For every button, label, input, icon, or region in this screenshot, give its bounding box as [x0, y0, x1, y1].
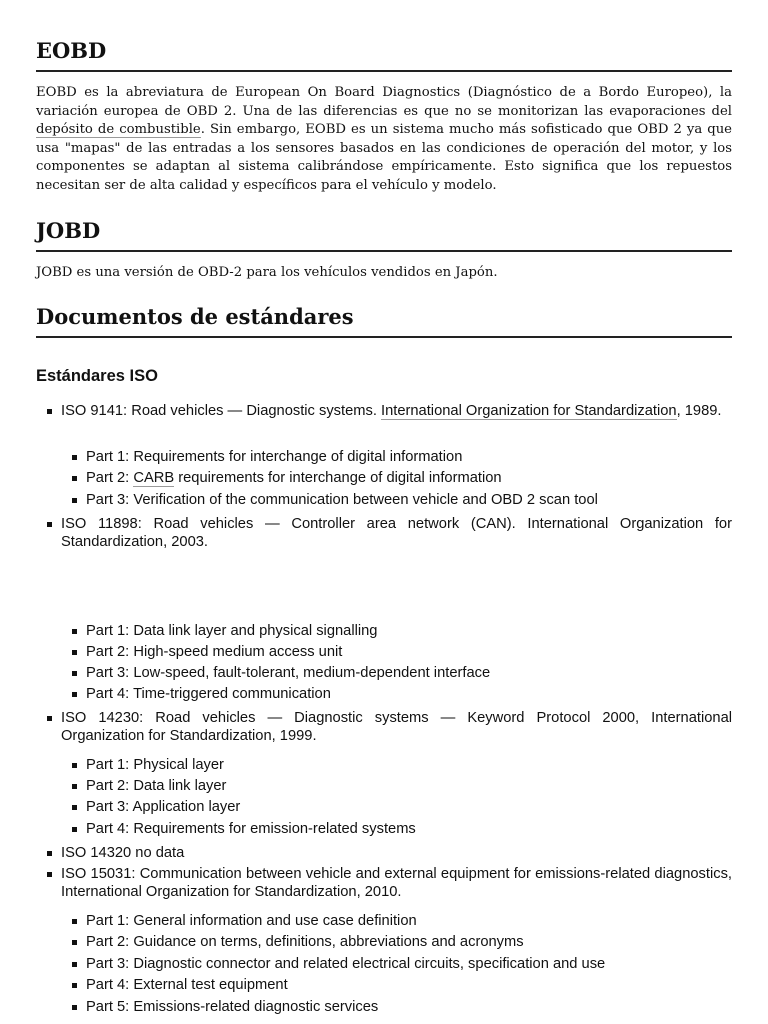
iso9141-text: ISO 9141: Road vehicles — Diagnostic systems.	[61, 403, 381, 419]
sub-item-text: Part 3: Low-speed, fault-tolerant, medium-dependent interface	[86, 665, 491, 681]
eobd-paragraph-text-2: . Sin embargo, EOBD es un sistema mucho más sofisticado que OBD 2 ya que usa "mapas" de las entradas a los sensores basados en las condiciones de operación del motor, y los componentes se adaptan al sistema calibrándose empíricamente. Esto significa que los repuestos necesitan ser de alta calidad y específicos para el vehículo y modelo.	[36, 122, 732, 193]
link-deposito-combustible[interactable]: depósito de combustible	[36, 122, 201, 137]
bullet-icon	[47, 522, 52, 527]
sub-item-text: Part 2:	[86, 470, 134, 486]
bullet-icon	[72, 784, 77, 789]
sub-item-iso11898-part2	[86, 643, 342, 661]
list-item-iso9141	[36, 402, 732, 420]
sub-item-iso15031-part3	[86, 955, 605, 973]
bullet-icon	[47, 716, 52, 721]
sub-item-iso15031-part5	[86, 998, 378, 1016]
bullet-icon	[47, 851, 52, 856]
sub-item-iso15031-part1	[86, 912, 417, 930]
bullet-icon	[72, 805, 77, 810]
bullet-icon	[72, 827, 77, 832]
bullet-icon	[72, 455, 77, 460]
bullet-icon	[72, 498, 77, 503]
iso14320-text: ISO 14320 no data	[61, 845, 185, 861]
jobd-paragraph: JOBD es una versión de OBD-2 para los vehículos vendidos en Japón.	[36, 265, 498, 280]
sub-item-iso11898-part3	[86, 664, 490, 682]
iso14230-text: ISO 14230: Road vehicles — Diagnostic systems — Keyword Protocol 2000, International Organization for Standardization, 1999.	[61, 710, 732, 744]
sub-item-text: Part 4: Time-triggered communication	[86, 686, 331, 702]
sub-item-text: Part 4: Requirements for emission-related systems	[86, 821, 416, 837]
list-item-iso14320	[36, 844, 732, 862]
link-iso-organization[interactable]: International Organization for Standardization	[381, 403, 677, 419]
bullet-icon	[72, 671, 77, 676]
sub-item-text: Part 2: Guidance on terms, definitions, abbreviations and acronyms	[86, 934, 524, 950]
section-heading-jobd: JOBD	[36, 218, 732, 252]
iso11898-text: ISO 11898: Road vehicles — Controller area network (CAN). International Organization for Standardization, 2003.	[61, 516, 732, 550]
list-item-iso15031	[36, 865, 732, 901]
sub-item-iso11898-part4	[86, 685, 331, 703]
list-item-iso11898	[36, 515, 732, 551]
bullet-icon	[72, 763, 77, 768]
sub-item-text: Part 1: Requirements for interchange of digital information	[86, 449, 463, 465]
sub-item-text: Part 3: Application layer	[86, 799, 241, 815]
iso15031-text: ISO 15031: Communication between vehicle and external equipment for emissions-related diagnostics, International Organization for Standardization, 2010.	[61, 866, 732, 900]
sub-item-iso14230-part4	[86, 820, 416, 838]
bullet-icon	[47, 409, 52, 414]
eobd-paragraph	[36, 84, 732, 195]
sub-item-iso9141-part3	[86, 491, 598, 509]
sub-item-text: Part 1: General information and use case definition	[86, 913, 417, 929]
sub-item-iso14230-part3	[86, 798, 240, 816]
sub-item-iso14230-part2	[86, 777, 226, 795]
sub-item-text: requirements for interchange of digital information	[174, 470, 502, 486]
iso9141-year: , 1989.	[676, 403, 722, 419]
bullet-icon	[72, 983, 77, 988]
sub-item-text: Part 1: Physical layer	[86, 757, 224, 773]
bullet-icon	[72, 629, 77, 634]
sub-item-iso14230-part1	[86, 756, 224, 774]
sub-item-iso11898-part1	[86, 622, 377, 640]
subheading-estandares-iso: Estándares ISO	[36, 367, 158, 385]
section-heading-eobd: EOBD	[36, 38, 732, 72]
sub-item-text: Part 3: Verification of the communication between vehicle and OBD 2 scan tool	[86, 492, 598, 508]
bullet-icon	[72, 1005, 77, 1010]
bullet-icon	[72, 940, 77, 945]
sub-item-iso15031-part2	[86, 933, 524, 951]
bullet-icon	[47, 872, 52, 877]
sub-item-text: Part 5: Emissions-related diagnostic services	[86, 999, 379, 1015]
bullet-icon	[72, 962, 77, 967]
bullet-icon	[72, 919, 77, 924]
list-item-iso14230	[36, 709, 732, 745]
bullet-icon	[72, 650, 77, 655]
sub-item-text: Part 2: High-speed medium access unit	[86, 644, 343, 660]
sub-item-iso9141-part2	[86, 469, 502, 487]
sub-item-iso9141-part1	[86, 448, 462, 466]
bullet-icon	[72, 692, 77, 697]
sub-item-text: Part 3: Diagnostic connector and related electrical circuits, specification and use	[86, 956, 606, 972]
sub-item-text: Part 2: Data link layer	[86, 778, 227, 794]
sub-item-iso15031-part4	[86, 976, 288, 994]
sub-item-text: Part 1: Data link layer and physical signalling	[86, 623, 378, 639]
sub-item-text: Part 4: External test equipment	[86, 977, 288, 993]
link-carb[interactable]: CARB	[133, 470, 175, 486]
eobd-paragraph-text-1: EOBD es la abreviatura de European On Board Diagnostics (Diagnóstico de a Bordo Europeo), la variación europea de OBD 2. Una de las diferencias es que no se monitorizan las evaporaciones del	[36, 85, 732, 119]
section-heading-documentos: Documentos de estándares	[36, 304, 732, 338]
bullet-icon	[72, 476, 77, 481]
